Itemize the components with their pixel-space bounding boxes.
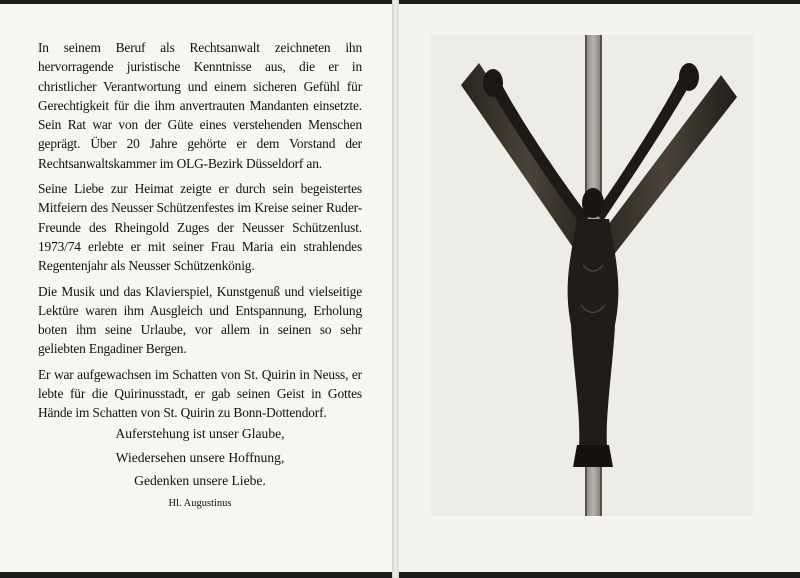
- quote-line: Wiedersehen unsere Hoffnung,: [115, 449, 285, 465]
- paragraph-music: Die Musik und das Klavierspiel, Kunstgenuß und vielseitige Lektüre waren ihm Ausgleich und Entspannung, Erholung boten ihm seine Urlaube, vor allem in seinen so sehr geliebten Engadiner Bergen.: [38, 283, 362, 357]
- page-fold: [392, 0, 399, 578]
- obituary-text: [38, 38, 362, 429]
- crucifix-photo: [431, 35, 753, 516]
- paragraph-st-quirin: Er war aufgewachsen im Schatten von St. Quirin in Neuss, er lebte für die Quirinusstadt, er gab seinen Geist in Gottes Hände im Schatten von St. Quirin zu Bonn-Dottendorf.: [38, 366, 362, 421]
- quote-line: Gedenken unsere Liebe.: [134, 473, 266, 488]
- paragraph-homeland: Seine Liebe zur Heimat zeigte er durch sein begeistertes Mitfeiern des Neusser Schützenfestes im Kreise seiner Ruder-Freunde des Rheingold Zuges der Neusser Schützenlust. 1973/74 erlebte er mit seiner Frau Maria ein strahlendes Regentenjahr als Neusser Schützenkönig.: [38, 181, 362, 274]
- left-page: [0, 4, 392, 572]
- right-page: [399, 4, 800, 572]
- crucifix-icon: [431, 35, 753, 516]
- paragraph-profession: In seinem Beruf als Rechtsanwalt zeichneten ihn hervorragende juristische Kenntnisse aus, die er in christlicher Verantwortung und einem sicheren Gefühl für Gerechtigkeit für die ihm anvertrauten Mandanten einsetzte. Sein Rat war von der Güte eines verstehenden Menschen geprägt. Über 20 Jahre gehörte er dem Vorstand der Rechtsanwaltskammer im OLG-Bezirk Düsseldorf an.: [38, 40, 362, 171]
- quote-author: Hl. Augustinus: [168, 497, 232, 509]
- augustinus-quote: [38, 422, 362, 513]
- quote-line: Auferstehung ist unser Glaube,: [115, 426, 285, 441]
